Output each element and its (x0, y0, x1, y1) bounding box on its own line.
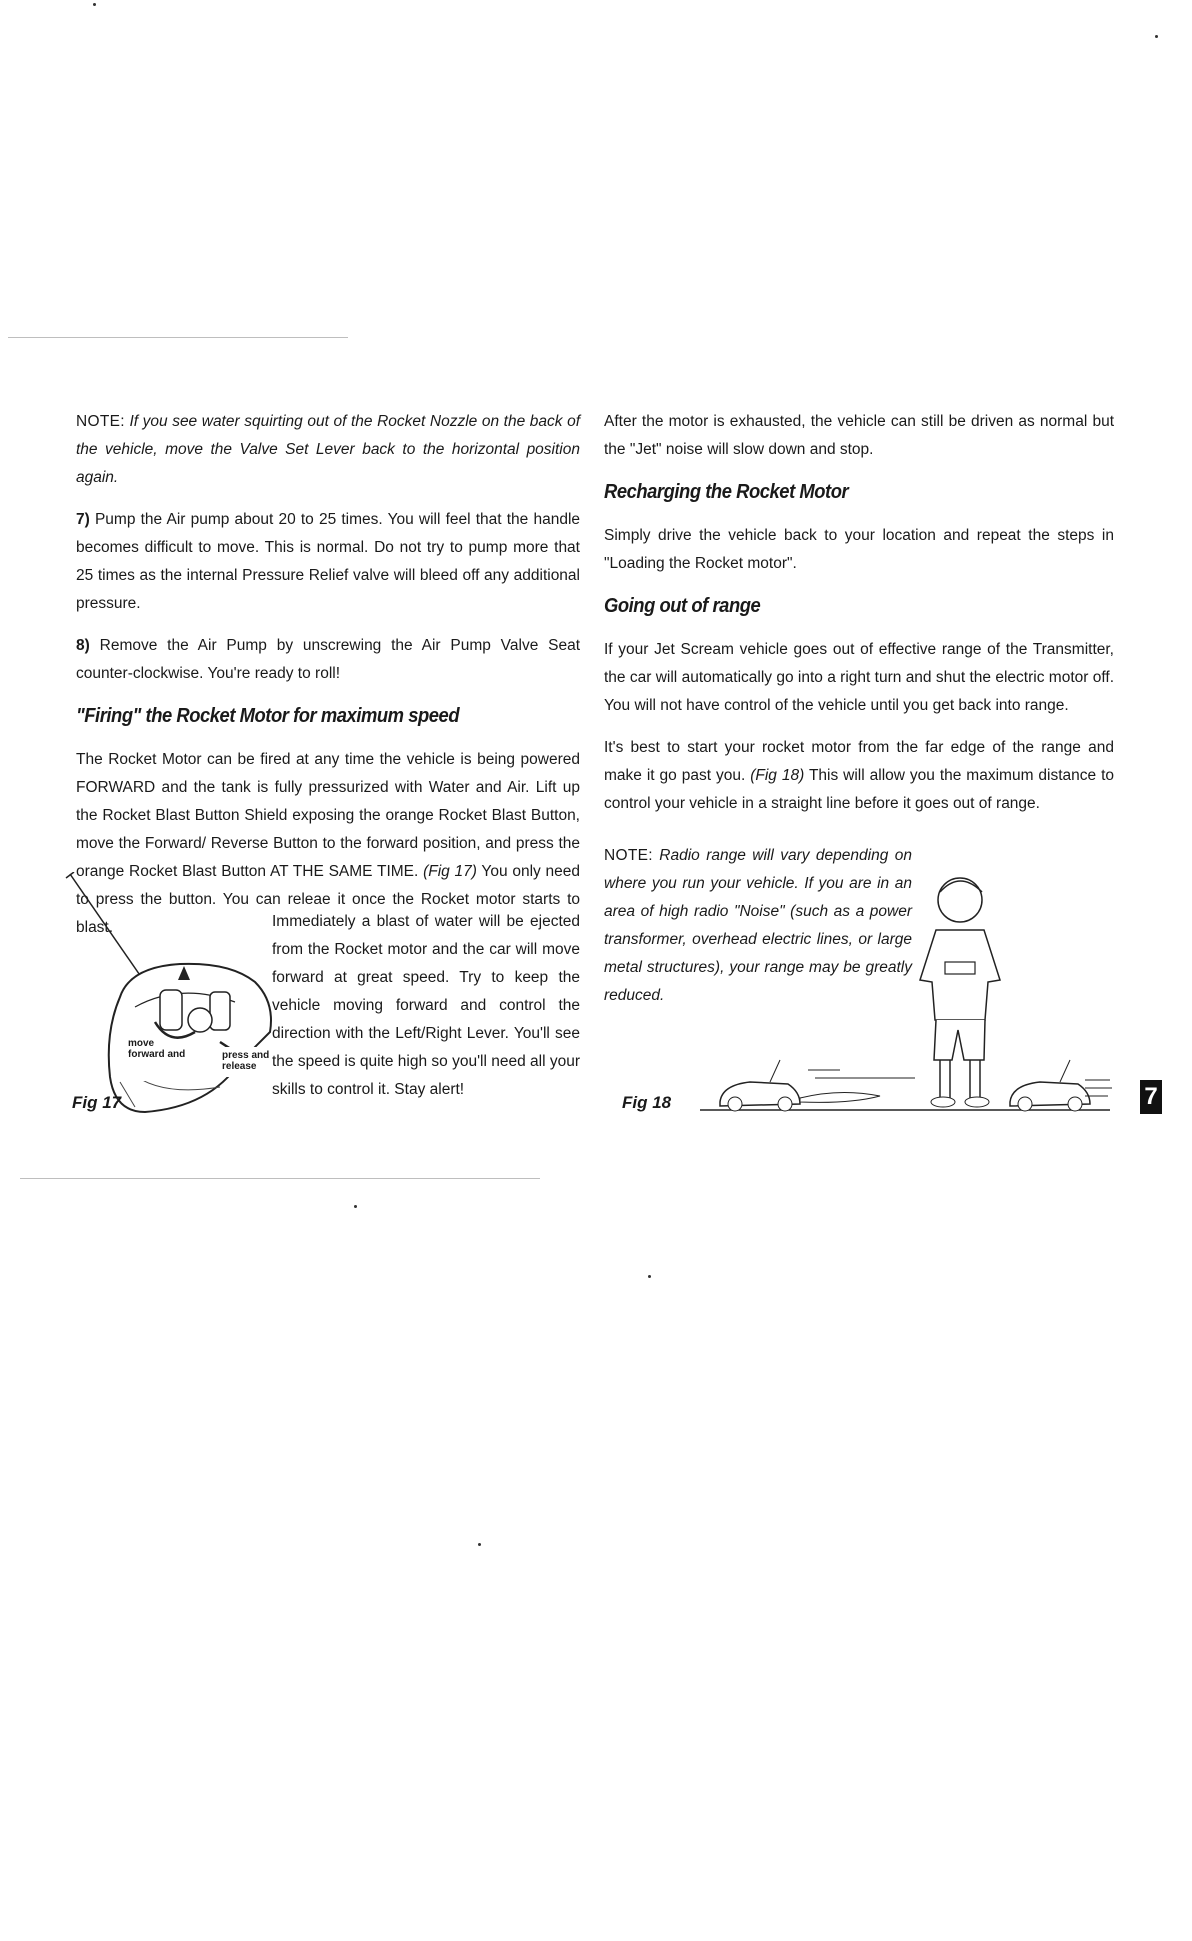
fig18-reference: (Fig 18) (750, 767, 805, 784)
speck (1155, 35, 1158, 38)
heading-recharging: Recharging the Rocket Motor (604, 481, 849, 503)
blast-paragraph (272, 908, 580, 1104)
range-note-label: NOTE: (604, 847, 653, 864)
heading-range: Going out of range (604, 595, 761, 617)
range-text-2b: This will allow you the maximum distance to control your vehicle in a straight line before it goes out of range. (604, 767, 1115, 812)
step-8-number: 8) (76, 637, 90, 654)
range-paragraph-1: If your Jet Scream vehicle goes out of effective range of the Transmitter, the car will automatically go into a right turn and shut the electric motor off. You will not have control of the vehicle until you get back into range. (604, 641, 1114, 714)
note-paragraph (76, 408, 580, 492)
step-8-text: Remove the Air Pump by unscrewing the Air Pump Valve Seat counter-clockwise. You're ready to roll! (76, 637, 581, 682)
bottom-scan-line (20, 1178, 540, 1179)
firing-text-a: The Rocket Motor can be fired at any time the vehicle is being powered FORWARD and the tank is fully pressurized with Water and Air. Lift up the Rocket Blast Button Shield exposing the orange Rocket Blast Button, move the Forward/ Reverse Button to the forward position, and press the orange Rocket Blast Button AT THE SAME TIME. (76, 751, 580, 880)
step-7-text: Pump the Air pump about 20 to 25 times. You will feel that the handle becomes difficult to move. This is normal. Do not try to pump more that 25 times as the internal Pressure Relief valve will bleed off any additional pressure. (76, 511, 581, 612)
fig18-caption: Fig 18 (622, 1093, 672, 1112)
left-column (76, 408, 580, 948)
recharging-paragraph: Simply drive the vehicle back to your location and repeat the steps in "Loading the Rocket motor". (604, 527, 1114, 572)
fig18-boy-and-cars-illustration (700, 870, 1120, 1120)
note-text: If you see water squirting out of the Rocket Nozzle on the back of the vehicle, move the Valve Set Lever back to the horizontal position again. (76, 413, 580, 486)
fig17-label-move: move forward and (128, 1038, 186, 1060)
range-note-text: Radio range will vary depending on where you run your vehicle. If you are in an area of high radio "Noise" (such as a power transformer, overhead electric lines, or large metal structures), your range may be greatly reduced. (604, 847, 912, 1004)
step-7 (76, 506, 580, 618)
speck (648, 1275, 651, 1278)
step-8 (76, 632, 580, 688)
heading-firing: "Firing" the Rocket Motor for maximum speed (76, 705, 460, 727)
page-number: 7 (1140, 1080, 1162, 1114)
range-paragraph-2 (604, 734, 1114, 818)
blast-text: Immediately a blast of water will be ejected from the Rocket motor and the car will move forward at great speed. Try to keep the vehicle moving forward and control the direction with the Left/Right Lever. You'll see the speed is quite high so you'll need all your skills to control it. Stay alert! (272, 913, 580, 1098)
speck (93, 3, 96, 6)
firing-text-b: You only need to press the button. You can releae it once the Rocket motor starts to blast. (76, 863, 581, 936)
exhausted-paragraph: After the motor is exhausted, the vehicle can still be driven as normal but the "Jet" noise will slow down and stop. (604, 413, 1114, 458)
fig17-reference: (Fig 17) (423, 863, 477, 880)
step-7-number: 7) (76, 511, 90, 528)
range-text-2a: It's best to start your rocket motor from the far edge of the range and make it go past you. (604, 739, 1114, 784)
top-scan-line (8, 337, 348, 338)
note-label: NOTE: (76, 413, 125, 430)
speck (354, 1205, 357, 1208)
fig17-transmitter-illustration (60, 872, 290, 1122)
right-column (604, 408, 1114, 832)
speck (478, 1543, 481, 1546)
fig17-label-press: press and release (222, 1050, 270, 1072)
fig17-caption: Fig 17 (72, 1093, 122, 1112)
